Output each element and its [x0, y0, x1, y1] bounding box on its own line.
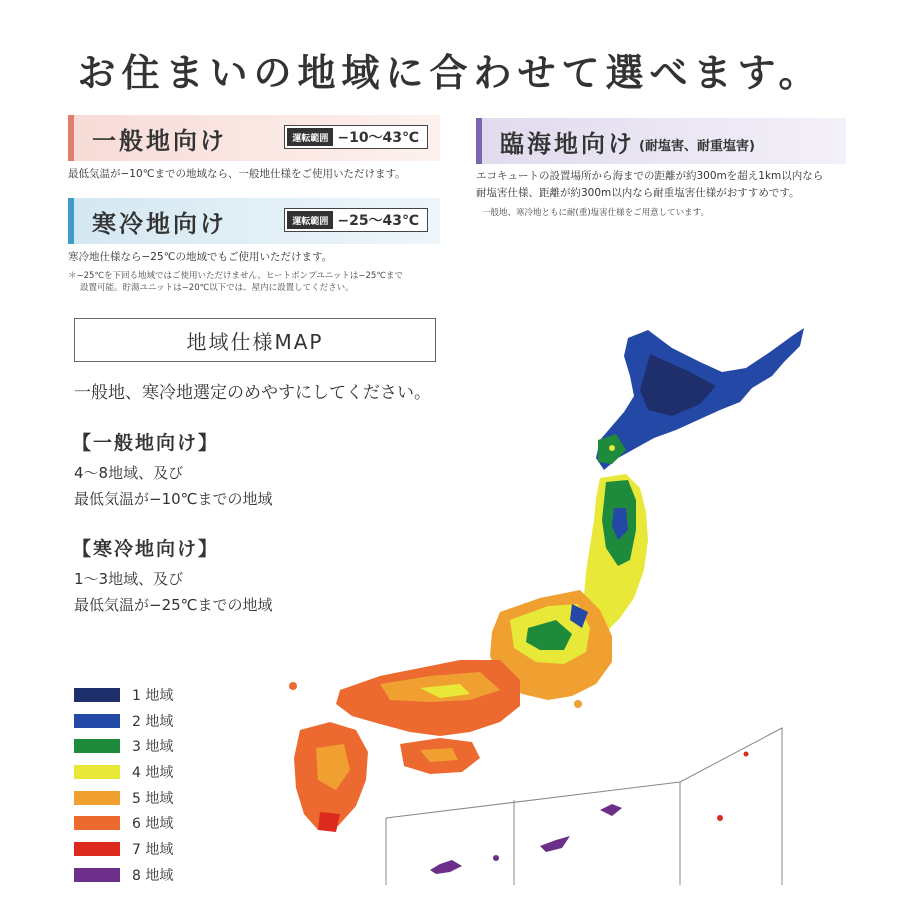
- legend-label-2: 2 地域: [132, 713, 174, 730]
- coastal-banner: [476, 118, 846, 164]
- okinawa-island-shape: [430, 860, 462, 874]
- general-description: 最低気温が−10℃までの地域なら、一般地仕様をご使用いただけます。: [68, 168, 406, 180]
- legend-swatch-7: [74, 842, 120, 856]
- legend-swatch-6: [74, 816, 120, 830]
- cold-spec-line2: 最低気温が−25℃までの地域: [74, 596, 273, 614]
- cold-range-badge: [284, 208, 428, 232]
- legend-label-6: 6 地域: [132, 816, 174, 833]
- general-range-label: 運転範囲: [287, 128, 333, 146]
- legend-item: [74, 708, 173, 734]
- legend-item: [74, 862, 173, 888]
- legend-swatch-8: [74, 868, 120, 882]
- legend-label-1: 1 地域: [132, 687, 174, 704]
- legend-item: [74, 810, 173, 836]
- cold-range-value: −25〜43℃: [337, 213, 419, 229]
- legend-swatch-5: [74, 791, 120, 805]
- page-headline: お住まいの地域に合わせて選べます。: [77, 51, 823, 95]
- coastal-note: 一般地、寒冷地ともに耐(重)塩害仕様をご用意しています。: [482, 208, 709, 218]
- general-banner: [68, 115, 440, 161]
- coastal-title: 臨海地向け: [500, 129, 635, 158]
- legend-item: [74, 682, 173, 708]
- region-legend: [74, 682, 173, 888]
- japan-region-map: [240, 300, 820, 890]
- legend-swatch-4: [74, 765, 120, 779]
- hachijo-island-shape: [744, 752, 749, 757]
- legend-label-7: 7 地域: [132, 841, 174, 858]
- kyushu-south-shape: [318, 812, 340, 832]
- legend-item: [74, 733, 173, 759]
- map-title: 地域仕様MAP: [74, 318, 436, 362]
- legend-item: [74, 759, 173, 785]
- legend-swatch-3: [74, 739, 120, 753]
- general-range-badge: [284, 125, 428, 149]
- general-title: 一般地向け: [92, 126, 227, 155]
- cold-note-line2: 設置可能。貯湯ユニットは−20℃以下では、屋内に設置してください。: [80, 283, 354, 293]
- cold-note-line1: ＊−25℃を下回る地域ではご使用いただけません。ヒートポンプユニットは−25℃まで: [68, 271, 403, 281]
- general-spec-line2: 最低気温が−10℃までの地域: [74, 490, 273, 508]
- legend-label-3: 3 地域: [132, 739, 174, 756]
- legend-item: [74, 785, 173, 811]
- cold-banner: [68, 198, 440, 244]
- legend-label-4: 4 地域: [132, 764, 174, 781]
- nansei-island-shape: [600, 804, 622, 816]
- legend-swatch-1: [74, 688, 120, 702]
- miyako-island-shape: [493, 855, 499, 861]
- izu-island-shape: [574, 700, 582, 708]
- legend-label-8: 8 地域: [132, 867, 174, 884]
- ogasawara-island-shape: [717, 815, 723, 821]
- coastal-description-line2: 耐塩害仕様、距離が約300m以内なら耐重塩害仕様がおすすめです。: [476, 187, 800, 199]
- cold-description: 寒冷地仕様なら−25℃の地域でもご使用いただけます。: [68, 251, 333, 263]
- cold-range-label: 運転範囲: [287, 211, 333, 229]
- sado-island-shape: [609, 445, 615, 451]
- general-spec-line1: 4〜8地域、及び: [74, 464, 184, 482]
- map-guide-text: 一般地、寒冷地選定のめやすにしてください。: [74, 383, 431, 403]
- coastal-subtitle: (耐塩害、耐重塩害): [639, 138, 755, 154]
- amami-island-shape: [540, 836, 570, 852]
- oki-island-shape: [289, 682, 297, 690]
- cold-spec-heading: 【寒冷地向け】: [72, 538, 220, 560]
- legend-item: [74, 836, 173, 862]
- legend-label-5: 5 地域: [132, 790, 174, 807]
- cold-title: 寒冷地向け: [92, 209, 227, 238]
- general-range-value: −10〜43℃: [337, 130, 419, 146]
- general-spec-heading: 【一般地向け】: [72, 432, 220, 454]
- legend-swatch-2: [74, 714, 120, 728]
- cold-spec-line1: 1〜3地域、及び: [74, 570, 184, 588]
- coastal-description-line1: エコキュートの設置場所から海までの距離が約300mを超え1km以内なら: [476, 170, 824, 182]
